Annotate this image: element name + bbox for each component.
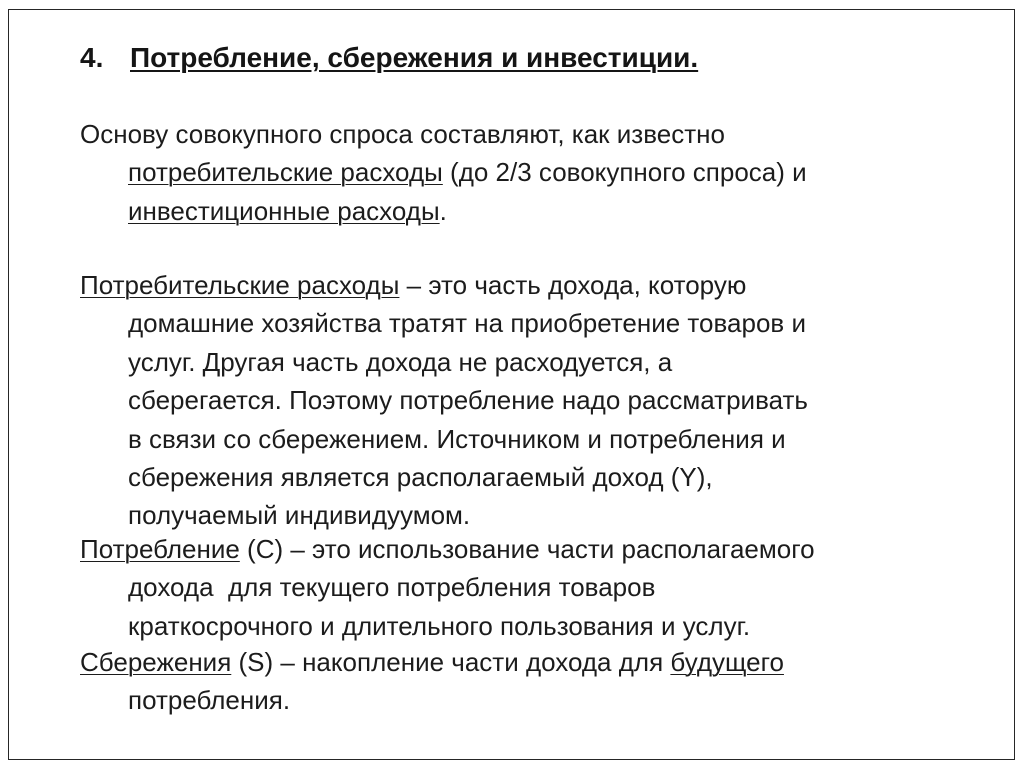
term-future: будущего	[670, 647, 784, 677]
text-line	[80, 458, 980, 496]
paragraph-text: потребления.	[128, 685, 291, 716]
paragraph-text: (S) – накопление части дохода для	[231, 647, 671, 677]
title-text: Потребление, сбережения и инвестиции.	[130, 42, 699, 73]
text-line	[80, 304, 980, 342]
text-line	[80, 530, 980, 568]
paragraph-text: Основу совокупного спроса составляют, как известно	[80, 119, 725, 149]
paragraph-text: сбережения является располагаемый доход (Y),	[128, 461, 713, 492]
term-consumption: Потребление	[80, 534, 240, 564]
text-line	[80, 343, 980, 381]
paragraph-text: дохода для текущего потребления товаров	[128, 572, 656, 603]
text-line	[80, 607, 980, 645]
paragraph-text: сберегается. Поэтому потребление надо рассматривать	[128, 385, 808, 416]
term-consumer-spending: потребительские расходы	[128, 157, 443, 188]
paragraph-text: получаемый индивидуумом.	[128, 500, 471, 531]
paragraph-text: краткосрочного и длительного пользования и услуг.	[128, 610, 751, 641]
paragraph-text: услуг. Другая часть дохода не расходуется, а	[128, 346, 673, 377]
text-line	[80, 568, 980, 606]
paragraph-text: – это часть дохода, которую	[399, 270, 747, 300]
paragraph-aggregate-demand	[80, 115, 980, 230]
text-line	[80, 192, 980, 230]
paragraph-consumer-spending	[80, 266, 980, 535]
title-number: 4.	[80, 42, 104, 73]
text-line	[80, 420, 980, 458]
paragraph-savings	[80, 643, 980, 720]
text-line	[80, 115, 980, 153]
text-line	[80, 266, 980, 304]
text-line	[80, 153, 980, 191]
term-consumer-spending-definition: Потребительские расходы	[80, 270, 400, 300]
text-line	[80, 496, 980, 534]
paragraph-text: .	[439, 195, 447, 226]
text-line	[80, 643, 980, 681]
paragraph-consumption	[80, 530, 980, 645]
paragraph-text: (С) – это использование части располагаемого	[239, 534, 815, 564]
term-savings: Сбережения	[80, 647, 232, 677]
paragraph-text: в связи со сбережением. Источником и потребления и	[128, 423, 786, 454]
paragraph-text: домашние хозяйства тратят на приобретение товаров и	[128, 308, 806, 339]
paragraph-text: (до 2/3 совокупного спроса) и	[442, 157, 807, 188]
text-line	[80, 681, 980, 719]
text-line	[80, 381, 980, 419]
term-investment-spending: инвестиционные расходы	[128, 195, 440, 226]
slide-title	[80, 41, 698, 75]
